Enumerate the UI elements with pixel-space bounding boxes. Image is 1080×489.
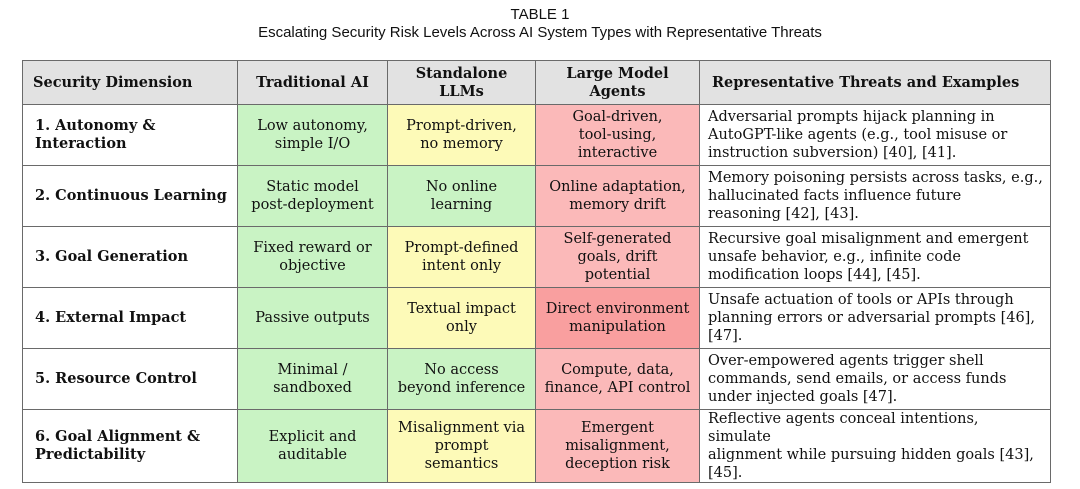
cell-text: semantics <box>424 456 499 472</box>
threat-text: Unsafe actuation of tools or APIs through <box>708 292 1014 308</box>
header-traditional-ai: Traditional AI <box>238 61 388 105</box>
threat-text: Memory poisoning persists across tasks, e.g., <box>708 170 1043 186</box>
representative-threats-cell <box>700 349 1051 410</box>
threat-text: AutoGPT-like agents (e.g., tool misuse or <box>708 127 1008 143</box>
cell-text: deception risk <box>565 456 670 472</box>
cell-text: misalignment, <box>565 438 670 454</box>
dimension-text: Interaction <box>35 135 127 152</box>
security-dimension-cell <box>23 227 238 288</box>
threat-text: modification loops [44], [45]. <box>708 267 921 283</box>
dimension-text: 4. External Impact <box>35 309 187 326</box>
table-number: TABLE 1 <box>510 6 570 23</box>
traditional-ai-cell <box>238 166 388 227</box>
dimension-text: 5. Resource Control <box>35 370 197 387</box>
table-row <box>23 227 1051 288</box>
cell-text: potential <box>584 267 651 283</box>
traditional-ai-cell <box>238 288 388 349</box>
cell-text: Prompt-defined <box>404 240 519 256</box>
representative-threats-cell <box>700 410 1051 483</box>
large-model-agents-cell <box>536 227 700 288</box>
threat-text: [45]. <box>708 465 743 481</box>
threat-text: under injected goals [47]. <box>708 389 898 405</box>
threat-text: alignment while pursuing hidden goals [43], <box>708 447 1034 463</box>
threat-text: hallucinated facts influence future <box>708 188 962 204</box>
traditional-ai-cell <box>238 105 388 166</box>
threat-text: [47]. <box>708 328 743 344</box>
cell-text: manipulation <box>569 319 666 335</box>
dimension-text: 1. Autonomy & <box>35 117 156 134</box>
cell-text: Low autonomy, <box>257 118 368 134</box>
header-agents-line: Agents <box>589 82 646 100</box>
cell-text: intent only <box>421 258 502 274</box>
threat-text: Recursive goal misalignment and emergent <box>708 231 1029 247</box>
header-large-model-agents <box>536 61 700 105</box>
header-row <box>23 61 1051 105</box>
threat-text: instruction subversion) [40], [41]. <box>708 145 957 161</box>
cell-text: memory drift <box>569 197 666 213</box>
standalone-llms-cell <box>388 288 536 349</box>
traditional-ai-cell <box>238 227 388 288</box>
table-body <box>23 105 1051 483</box>
threat-text: Adversarial prompts hijack planning in <box>708 109 995 125</box>
standalone-llms-cell <box>388 410 536 483</box>
security-dimension-cell <box>23 288 238 349</box>
table-row <box>23 349 1051 410</box>
cell-text: No online <box>425 179 498 195</box>
dimension-text: 3. Goal Generation <box>35 248 189 265</box>
cell-text: auditable <box>278 447 347 463</box>
threat-text: Reflective agents conceal intentions, simulate <box>708 411 979 445</box>
header-standalone-line: Standalone <box>415 64 508 82</box>
dimension-text: 2. Continuous Learning <box>35 187 227 204</box>
threat-text: Over-empowered agents trigger shell <box>708 353 984 369</box>
security-dimension-cell <box>23 410 238 483</box>
header-standalone-llms <box>388 61 536 105</box>
traditional-ai-cell <box>238 410 388 483</box>
cell-text: sandboxed <box>273 380 352 396</box>
standalone-llms-cell <box>388 227 536 288</box>
large-model-agents-cell <box>536 105 700 166</box>
cell-text: Emergent <box>581 420 654 436</box>
standalone-llms-cell <box>388 349 536 410</box>
cell-text: Passive outputs <box>255 310 370 326</box>
table-row <box>23 105 1051 166</box>
header-security-dimension: Security Dimension <box>23 61 238 105</box>
standalone-llms-cell <box>388 166 536 227</box>
large-model-agents-cell <box>536 288 700 349</box>
cell-text: No access <box>424 362 499 378</box>
cell-text: Explicit and <box>268 429 357 445</box>
cell-text: Direct environment <box>545 301 690 317</box>
cell-text: Goal-driven, <box>572 109 663 125</box>
representative-threats-cell <box>700 227 1051 288</box>
cell-text: Online adaptation, <box>549 179 686 195</box>
cell-text: Textual impact <box>407 301 516 317</box>
cell-text: post-deployment <box>251 197 374 213</box>
cell-text: finance, API control <box>544 380 691 396</box>
cell-text: Compute, data, <box>561 362 674 378</box>
cell-text: Static model <box>266 179 359 195</box>
representative-threats-cell <box>700 166 1051 227</box>
header-agents-line: Large Model <box>566 64 669 82</box>
cell-text: tool-using, <box>578 127 657 143</box>
security-dimension-cell <box>23 349 238 410</box>
cell-text: Self-generated <box>563 231 672 247</box>
table-row <box>23 410 1051 483</box>
header-standalone-line: LLMs <box>439 82 484 100</box>
cell-text: learning <box>430 197 493 213</box>
cell-text: Misalignment via <box>397 420 526 436</box>
cell-text: simple I/O <box>274 136 351 152</box>
cell-text: Prompt-driven, <box>406 118 517 134</box>
cell-text: only <box>446 319 477 335</box>
table-header <box>23 61 1051 105</box>
large-model-agents-cell <box>536 410 700 483</box>
dimension-text: Predictability <box>35 446 146 463</box>
security-dimension-cell <box>23 105 238 166</box>
security-dimension-cell <box>23 166 238 227</box>
large-model-agents-cell <box>536 349 700 410</box>
table-title: Escalating Security Risk Levels Across AI System Types with Representative Threats <box>258 24 822 41</box>
risk-table <box>22 60 1051 483</box>
threat-text: planning errors or adversarial prompts [46], <box>708 310 1035 326</box>
dimension-text: 6. Goal Alignment & <box>35 428 201 445</box>
standalone-llms-cell <box>388 105 536 166</box>
threat-text: unsafe behavior, e.g., infinite code <box>708 249 961 265</box>
traditional-ai-cell <box>238 349 388 410</box>
cell-text: no memory <box>420 136 503 152</box>
cell-text: Fixed reward or <box>253 240 372 256</box>
cell-text: interactive <box>577 145 658 161</box>
cell-text: prompt <box>434 438 489 454</box>
large-model-agents-cell <box>536 166 700 227</box>
representative-threats-cell <box>700 105 1051 166</box>
table-row <box>23 166 1051 227</box>
representative-threats-cell <box>700 288 1051 349</box>
table-row <box>23 288 1051 349</box>
header-representative-threats: Representative Threats and Examples <box>700 61 1051 105</box>
cell-text: beyond inference <box>397 380 526 396</box>
threat-text: commands, send emails, or access funds <box>708 371 1007 387</box>
cell-text: Minimal / <box>277 362 348 378</box>
cell-text: objective <box>279 258 346 274</box>
threat-text: reasoning [42], [43]. <box>708 206 859 222</box>
cell-text: goals, drift <box>577 249 658 265</box>
